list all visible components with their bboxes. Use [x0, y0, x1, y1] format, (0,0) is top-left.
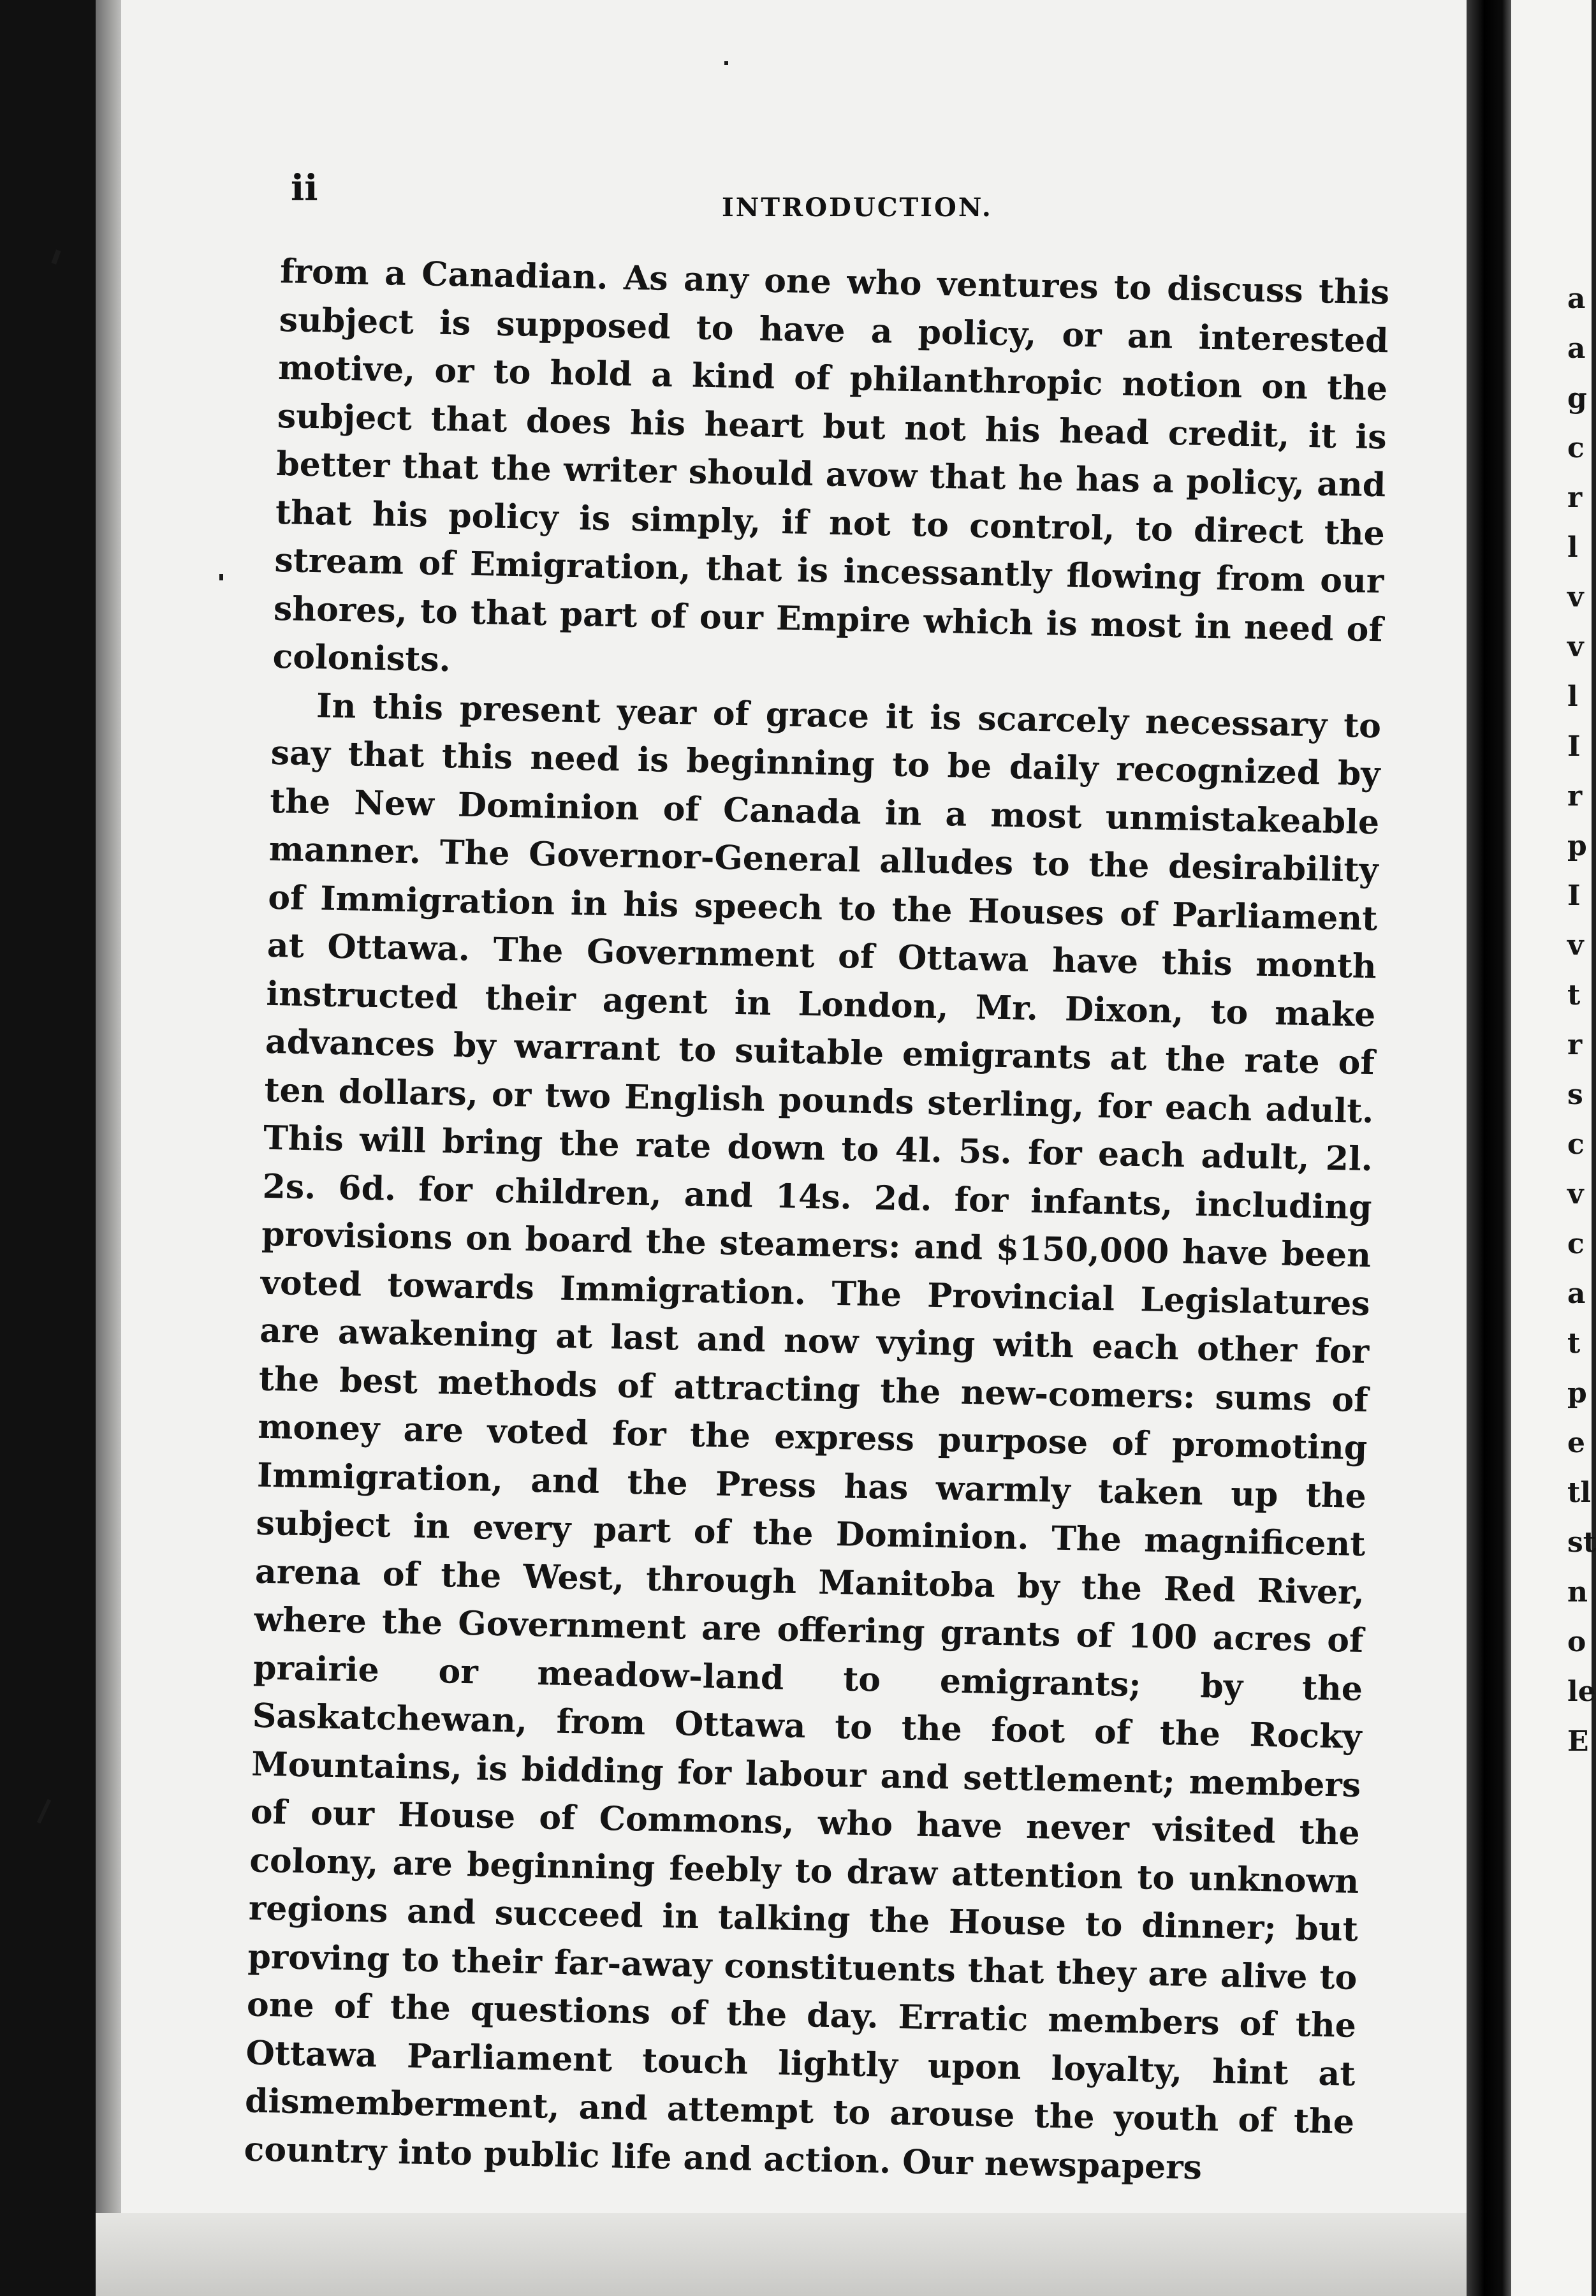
- facing-page-fragment: l: [1567, 681, 1578, 713]
- facing-page-fragment: r: [1567, 780, 1583, 813]
- facing-page-fragment: p: [1567, 1377, 1587, 1409]
- facing-page-fragment: a: [1567, 332, 1586, 365]
- scanner-left-margin: [0, 0, 96, 2296]
- facing-page-fragment: tl: [1567, 1476, 1592, 1509]
- page-bottom-shadow: [96, 2213, 1467, 2296]
- facing-page-fragment: a: [1567, 283, 1586, 315]
- facing-page-fragment: r: [1567, 1029, 1583, 1061]
- page-number: ii: [291, 167, 318, 209]
- facing-page-fragment: g: [1567, 382, 1587, 415]
- facing-page-fragment: s: [1567, 1078, 1583, 1111]
- facing-page-fragment: v: [1567, 1178, 1584, 1211]
- facing-page-fragment: t: [1567, 979, 1581, 1012]
- facing-page-fragment: I: [1567, 879, 1581, 912]
- page-header: [291, 167, 1387, 223]
- facing-page-fragment: t: [1567, 1327, 1581, 1360]
- facing-page-fragment: v: [1567, 631, 1584, 663]
- facing-page-fragment: v: [1567, 929, 1584, 962]
- facing-page-fragment: p: [1567, 830, 1587, 862]
- facing-page-fragment: I: [1567, 730, 1581, 763]
- facing-page-fragment: r: [1567, 482, 1583, 514]
- paragraph-2: In this present year of grace it is scarcely necessary to say that this need is beginning to be daily recognized by the New Dominion of Canada in a most unmistakeable manner. The Governor-General alludes to the desirability of Immigration in his speech to the Houses of Parliament at Ottawa. The Government of Ottawa have this month instructed their agent in London, Mr. Dixon, to make advances by warrant to suitable emigrants at the rate of ten dollars, or two English pounds sterling, for each adult. This will bring the rate down to 4l. 5s. for each adult, 2l. 2s. 6d. for children, and 14s. 2d. for infants, including provisions on board the steamers: and $150,000 have been voted towards Immigration. The Provincial Legislatures are awakening at last and now vying with each other for the best methods of attracting the new-comers: sums of money are voted for the express purpose of promoting Immigration, and the Press has warmly taken up the subject in every part of the Dominion. The magnificent arena of the West, through Manitoba by the Red River, where the Government are offering grants of 100 acres of prairie or meadow-land to emigrants; by the Saskatchewan, from Ottawa to the foot of the Rocky Mountains, is bidding for labour and settlement; members of our House of Commons, who have never visited the colony, are beginning feebly to draw attention to unknown regions and succeed in talking the House to dinner; but proving to their far-away constituents that they are alive to one of the questions of the day. Erratic members of the Ottawa Parliament touch lightly upon loyalty, hint at dismemberment, and attempt to arouse the youth of the country into public life and action. Our newspapers: [244, 686, 1382, 2187]
- scan-speck: [724, 61, 728, 65]
- facing-page-fragment: v: [1567, 581, 1584, 614]
- facing-page-fragment: n: [1567, 1576, 1588, 1608]
- facing-page-fragment: E: [1567, 1725, 1589, 1758]
- body-text: [244, 247, 1390, 2195]
- facing-page-fragment: a: [1567, 1277, 1586, 1310]
- facing-page-fragment: c: [1567, 432, 1585, 464]
- book-gutter: [1467, 0, 1511, 2296]
- running-head: INTRODUCTION.: [722, 193, 993, 223]
- facing-page-text-fragments: [1567, 274, 1596, 1767]
- facing-page-fragment: o: [1567, 1626, 1586, 1658]
- paragraph-1: from a Canadian. As any one who ventures to discuss this subject is supposed to have a policy, or an interested motive, or to hold a kind of philanthropic notion on the subject that does his heart but not his head credit, it is better that the writer should avow that he has a policy, and that his policy is simply, if not to control, to direct the stream of Emigration, that is incessantly flowing from our shores, to that part of our Empire which is most in need of colonists.: [272, 251, 1390, 680]
- facing-page-fragment: e: [1567, 1427, 1585, 1459]
- facing-page-fragment: st: [1567, 1526, 1596, 1559]
- facing-page-fragment: c: [1567, 1128, 1585, 1161]
- facing-page-fragment: c: [1567, 1228, 1585, 1260]
- facing-page-fragment: le: [1567, 1675, 1596, 1708]
- facing-page-fragment: l: [1567, 531, 1578, 564]
- scan-speck: [219, 574, 223, 580]
